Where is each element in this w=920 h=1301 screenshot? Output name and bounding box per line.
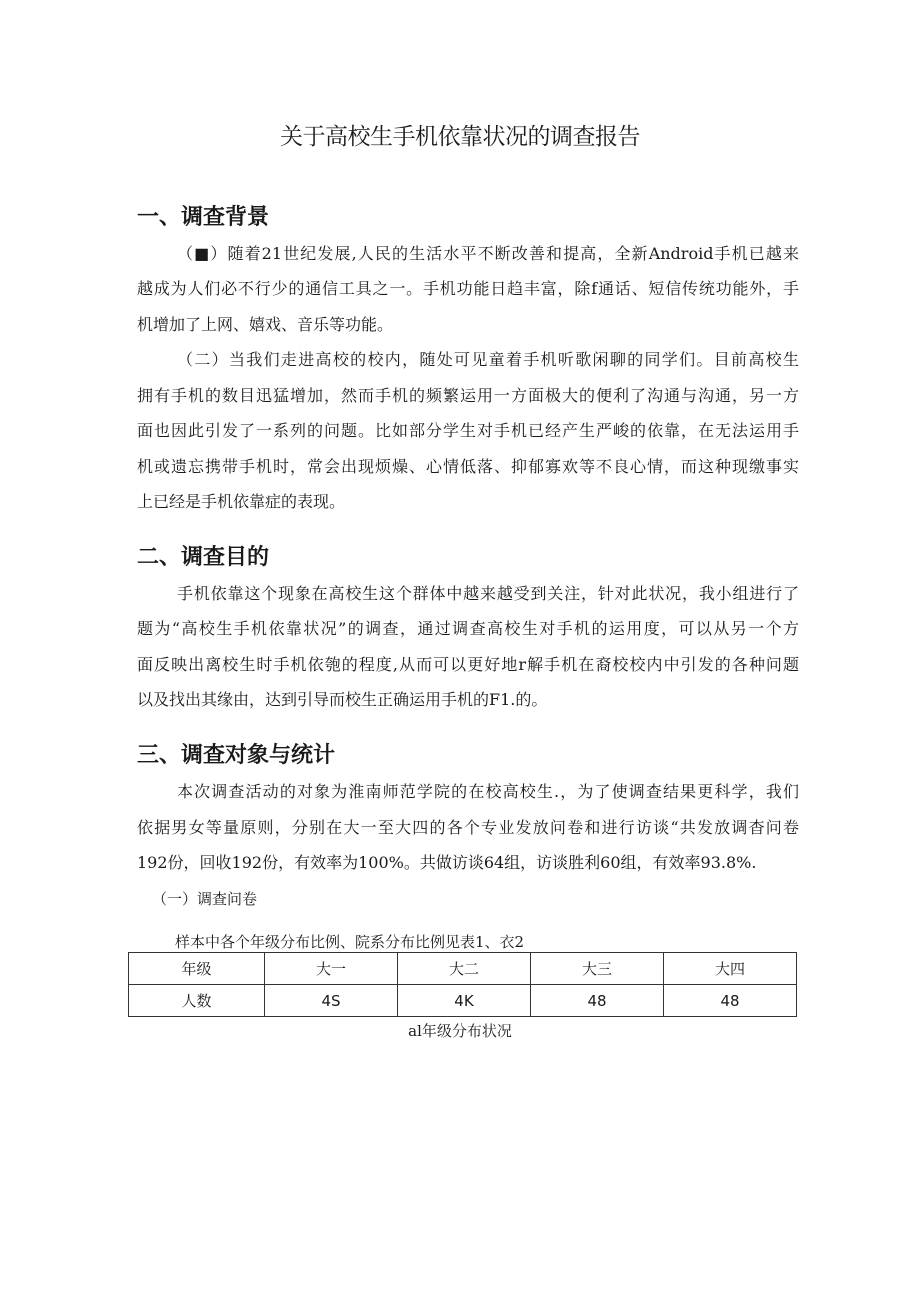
table-cell: 48 — [531, 985, 664, 1017]
table-note: 样本中各个年级分布比例、院系分布比例见表1、衣2 — [175, 933, 525, 951]
grade-distribution-table — [128, 952, 797, 1017]
text-line: 本次调查活动的对象为淮南师范学院的在校高校生.，为了使调查结果更科学，我们 — [177, 782, 799, 801]
document-title: 关于高校生手机依靠状况的调查报告 — [280, 124, 640, 150]
table-cell: 4K — [398, 985, 531, 1017]
text-line: 192份，回收192份，有效率为100%。共做访谈64组，访谈胜利60组，有效率93.8%. — [137, 853, 757, 872]
text-line: 机增加了上网、嬉戏、音乐等功能。 — [137, 315, 394, 334]
text-line: 手机依靠这个现象在高校生这个群体中越来越受到关注，针对此状况，我小组进行了 — [177, 584, 799, 603]
table-cell: 人数 — [129, 985, 265, 1017]
text-line: 机或遗忘携带手机时，常会出现烦燥、心情低落、抑郁寡欢等不良心情，而这种现缴事实 — [137, 457, 799, 476]
table-row — [129, 985, 797, 1017]
table-cell: 48 — [664, 985, 797, 1017]
text-line: 越成为人们必不行少的通信工具之一。手机功能日趋丰富，除f通话、短信传统功能外，手 — [137, 279, 799, 298]
text-line: （■）随着21世纪发展,人民的生活水平不断改善和提高，全新Android手机已越来 — [177, 244, 799, 263]
subheading-questionnaire: （一）调查问卷 — [152, 890, 258, 908]
text-line: 以及找出其缘由，达到引导而校生正确运用手机的F1.的。 — [137, 690, 548, 709]
text-line: 拥有手机的数目迅猛增加，然而手机的频繁运用一方面极大的便利了沟通与沟通，另一方 — [137, 386, 799, 405]
section-heading-background: 一、调查背景 — [137, 205, 270, 230]
table-header-row — [129, 953, 797, 985]
table-caption: al年级分布状况 — [408, 1022, 512, 1040]
table-cell: 4S — [265, 985, 398, 1017]
table-cell: 大一 — [265, 953, 398, 985]
text-line: 面反映出离校生时手机依匏的程度,从而可以更好地r解手机在裔校校内中引发的各种问题 — [137, 655, 799, 674]
table-cell: 大四 — [664, 953, 797, 985]
section-heading-subjects: 三、调查对象与统计 — [137, 743, 336, 768]
section-heading-purpose: 二、调查目的 — [137, 545, 270, 570]
table-cell: 大二 — [398, 953, 531, 985]
text-line: 上已经是手机依靠症的表现。 — [137, 492, 346, 511]
text-line: 依据男女等量原则，分别在大一至大四的各个专业发放问卷和进行访谈“共发放调杳问卷 — [137, 818, 799, 837]
text-line: 面也因此引发了一系列的问题。比如部分学生对手机已经产生严峻的依靠，在无法运用手 — [137, 421, 799, 440]
text-line: 题为“高校生手机依靠状况”的调查，通过调查高校生对手机的运用度，可以从另一个方 — [137, 619, 799, 638]
table-cell: 年级 — [129, 953, 265, 985]
table-cell: 大三 — [531, 953, 664, 985]
text-line: （二）当我们走进高校的校内，随处可见童着手机听歌闲聊的同学们。目前高校生 — [177, 350, 799, 369]
